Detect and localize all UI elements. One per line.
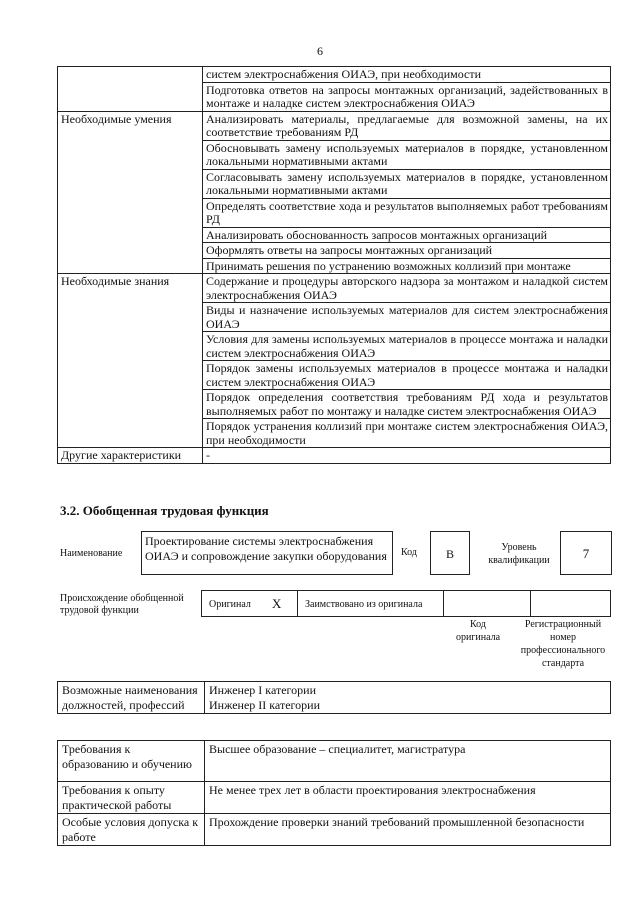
skills-item: Порядок устранения коллизий при монтаже систем электроснабжения ОИАЭ, при необходимости xyxy=(203,419,611,448)
skills-group-label: Необходимые умения xyxy=(58,111,203,274)
skills-item: систем электроснабжения ОИАЭ, при необходимости xyxy=(203,67,611,83)
origin-divider xyxy=(297,590,298,617)
origin-label: Происхождение обобщенной трудовой функции xyxy=(60,593,184,616)
skills-item: Виды и назначение используемых материалов для систем электроснабжения ОИАЭ xyxy=(203,303,611,332)
original-label: Оригинал xyxy=(209,599,251,610)
skills-item: - xyxy=(203,448,611,464)
skills-table-row xyxy=(58,67,611,83)
skills-item: Содержание и процедуры авторского надзора за монтажом и наладкой систем электроснабжения ОИАЭ xyxy=(203,274,611,303)
skills-item: Порядок замены используемых материалов в процессе монтажа и наладки систем электроснабжения ОИАЭ xyxy=(203,361,611,390)
origin-divider-3 xyxy=(530,590,531,617)
page-number: 6 xyxy=(317,44,323,58)
requirement-label: Требования к образованию и обучению xyxy=(58,741,205,782)
skills-group-label: Необходимые знания xyxy=(58,274,203,448)
requirement-row xyxy=(58,741,611,782)
qualification-level-box: 7 xyxy=(560,531,612,575)
position-item: Инженер II категории xyxy=(209,697,320,712)
positions-values xyxy=(205,682,611,714)
skills-item: Принимать решения по устранению возможных коллизий при монтаже xyxy=(203,258,611,274)
skills-item: Определять соответствие хода и результатов выполняемых работ требованиям РД xyxy=(203,198,611,227)
skills-item: Обосновывать замену используемых материалов в порядке, установленном локальными нормативными актами xyxy=(203,140,611,169)
code-label: Код xyxy=(401,547,417,558)
requirement-value: Прохождение проверки знаний требований промышленной безопасности xyxy=(205,814,611,846)
skills-table-row xyxy=(58,111,611,140)
skills-item: Подготовка ответов на запросы монтажных организаций, задействованных в монтаже и наладке систем электроснабжения ОИАЭ xyxy=(203,82,611,111)
requirements-table xyxy=(57,740,611,846)
function-name-box: Проектирование системы электроснабжения ОИАЭ и сопровождение закупки оборудования xyxy=(141,531,393,575)
requirement-row xyxy=(58,782,611,814)
skills-item: Условия для замены используемых материалов в процессе монтажа и наладки систем электроснабжения ОИАЭ xyxy=(203,332,611,361)
skills-item: Анализировать обоснованность запросов монтажных организаций xyxy=(203,227,611,243)
positions-table xyxy=(57,681,611,714)
skills-knowledge-table xyxy=(57,66,611,464)
registration-number-caption: Регистрационный номер профессионального стандарта xyxy=(520,619,606,669)
original-mark: X xyxy=(272,596,282,611)
requirement-label: Особые условия допуска к работе xyxy=(58,814,205,846)
position-item: Инженер I категории xyxy=(209,683,316,697)
requirement-row xyxy=(58,814,611,846)
positions-row xyxy=(58,682,611,714)
original-code-caption: Код оригинала xyxy=(455,619,501,643)
skills-group-label: Другие характеристики xyxy=(58,448,203,464)
skills-item: Анализировать материалы, предлагаемые для возможной замены, на их соответствие требованиям РД xyxy=(203,111,611,140)
qualification-level-label: Уровень квалификации xyxy=(488,542,550,566)
skills-item: Согласовывать замену используемых материалов в порядке, установленном локальными нормативными актами xyxy=(203,169,611,198)
code-box: В xyxy=(430,531,470,575)
borrowed-label: Заимствовано из оригинала xyxy=(305,599,423,610)
section-title: 3.2. Обобщенная трудовая функция xyxy=(60,503,269,518)
requirement-value: Высшее образование – специалитет, магистратура xyxy=(205,741,611,782)
origin-divider-2 xyxy=(443,590,444,617)
name-label: Наименование xyxy=(60,548,123,559)
skills-table-row xyxy=(58,274,611,303)
positions-label: Возможные наименования должностей, профессий xyxy=(58,682,205,714)
skills-item: Оформлять ответы на запросы монтажных организаций xyxy=(203,243,611,259)
skills-item: Порядок определения соответствия требованиям РД хода и результатов выполняемых работ по монтажу и наладке систем электроснабжения ОИАЭ xyxy=(203,390,611,419)
skills-group-label xyxy=(58,67,203,112)
requirement-label: Требования к опыту практической работы xyxy=(58,782,205,814)
requirement-value: Не менее трех лет в области проектирования электроснабжения xyxy=(205,782,611,814)
skills-table-row xyxy=(58,448,611,464)
